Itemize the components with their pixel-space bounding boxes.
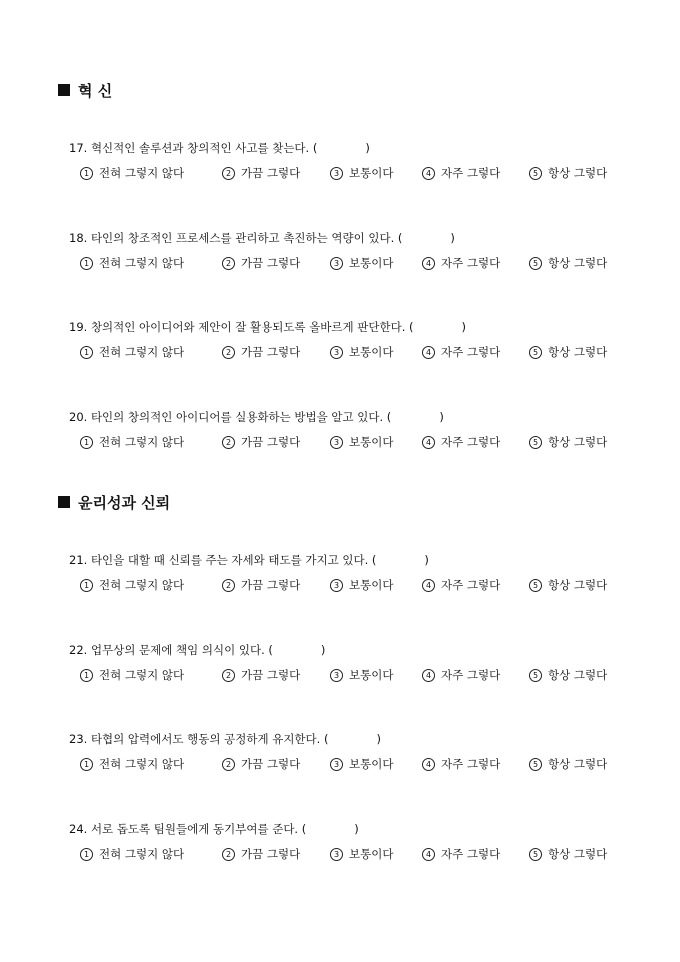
circled-number: 1 bbox=[80, 758, 93, 771]
question-number: 21. bbox=[69, 553, 88, 567]
option-label: 가끔 그렇다 bbox=[241, 757, 301, 771]
question-text: 타인의 창의적인 아이디어를 실용화하는 방법을 알고 있다. ( bbox=[90, 410, 392, 424]
question bbox=[69, 409, 444, 425]
answer-blank[interactable] bbox=[402, 232, 450, 246]
option-3[interactable] bbox=[330, 666, 393, 684]
question bbox=[69, 821, 359, 837]
option-label: 전혀 그렇지 않다 bbox=[99, 847, 185, 861]
circled-number: 2 bbox=[222, 848, 235, 861]
option-label: 가끔 그렇다 bbox=[241, 578, 301, 592]
option-2[interactable] bbox=[222, 666, 300, 684]
circled-number: 2 bbox=[222, 669, 235, 682]
option-2[interactable] bbox=[222, 755, 300, 773]
option-label: 전혀 그렇지 않다 bbox=[99, 435, 185, 449]
question-number: 20. bbox=[69, 410, 88, 424]
close-paren: ) bbox=[450, 231, 455, 245]
option-3[interactable] bbox=[330, 755, 393, 773]
option-label: 자주 그렇다 bbox=[441, 847, 501, 861]
option-label: 자주 그렇다 bbox=[441, 578, 501, 592]
option-5[interactable] bbox=[529, 845, 607, 863]
circled-number: 3 bbox=[330, 669, 343, 682]
answer-options bbox=[0, 343, 680, 361]
circled-number: 2 bbox=[222, 167, 235, 180]
option-label: 보통이다 bbox=[349, 668, 394, 682]
option-5[interactable] bbox=[529, 343, 607, 361]
option-5[interactable] bbox=[529, 755, 607, 773]
circled-number: 5 bbox=[529, 167, 542, 180]
circled-number: 1 bbox=[80, 346, 93, 359]
option-label: 전혀 그렇지 않다 bbox=[99, 668, 185, 682]
circled-number: 3 bbox=[330, 167, 343, 180]
question-text: 업무상의 문제에 책임 의식이 있다. ( bbox=[90, 643, 273, 657]
circled-number: 5 bbox=[529, 579, 542, 592]
answer-options bbox=[0, 164, 680, 182]
answer-blank[interactable] bbox=[317, 142, 365, 156]
option-label: 전혀 그렇지 않다 bbox=[99, 757, 185, 771]
circled-number: 4 bbox=[422, 579, 435, 592]
section-title bbox=[58, 80, 112, 100]
answer-options bbox=[0, 576, 680, 594]
close-paren: ) bbox=[365, 141, 370, 155]
circled-number: 4 bbox=[422, 848, 435, 861]
section-title-text: 혁 신 bbox=[78, 81, 113, 100]
circled-number: 4 bbox=[422, 346, 435, 359]
question-number: 19. bbox=[69, 320, 88, 334]
option-label: 자주 그렇다 bbox=[441, 435, 501, 449]
question-number: 24. bbox=[69, 822, 88, 836]
option-label: 항상 그렇다 bbox=[548, 757, 608, 771]
option-3[interactable] bbox=[330, 164, 393, 182]
black-square-icon bbox=[58, 496, 70, 508]
option-label: 전혀 그렇지 않다 bbox=[99, 578, 185, 592]
option-4[interactable] bbox=[422, 164, 500, 182]
black-square-icon bbox=[58, 84, 70, 96]
question-number: 17. bbox=[69, 141, 88, 155]
circled-number: 1 bbox=[80, 436, 93, 449]
answer-blank[interactable] bbox=[273, 644, 321, 658]
option-2[interactable] bbox=[222, 576, 300, 594]
option-label: 자주 그렇다 bbox=[441, 256, 501, 270]
option-label: 가끔 그렇다 bbox=[241, 256, 301, 270]
answer-options bbox=[0, 254, 680, 272]
option-1[interactable] bbox=[80, 343, 184, 361]
circled-number: 3 bbox=[330, 579, 343, 592]
circled-number: 5 bbox=[529, 257, 542, 270]
answer-options bbox=[0, 755, 680, 773]
option-label: 보통이다 bbox=[349, 435, 394, 449]
option-5[interactable] bbox=[529, 433, 607, 451]
option-5[interactable] bbox=[529, 666, 607, 684]
option-label: 보통이다 bbox=[349, 578, 394, 592]
question bbox=[69, 230, 455, 246]
option-label: 보통이다 bbox=[349, 345, 394, 359]
option-3[interactable] bbox=[330, 433, 393, 451]
close-paren: ) bbox=[461, 320, 467, 334]
option-2[interactable] bbox=[222, 433, 300, 451]
option-label: 항상 그렇다 bbox=[548, 847, 608, 861]
circled-number: 3 bbox=[330, 758, 343, 771]
option-label: 자주 그렇다 bbox=[441, 345, 501, 359]
option-label: 보통이다 bbox=[349, 166, 394, 180]
close-paren: ) bbox=[439, 410, 444, 424]
option-label: 항상 그렇다 bbox=[548, 435, 608, 449]
question bbox=[69, 552, 429, 568]
answer-blank[interactable] bbox=[376, 554, 424, 568]
section-title-text: 윤리성과 신뢰 bbox=[78, 493, 171, 512]
close-paren: ) bbox=[376, 732, 381, 746]
option-4[interactable] bbox=[422, 576, 500, 594]
circled-number: 5 bbox=[529, 436, 542, 449]
option-2[interactable] bbox=[222, 845, 300, 863]
question bbox=[69, 140, 370, 156]
circled-number: 4 bbox=[422, 669, 435, 682]
option-label: 가끔 그렇다 bbox=[241, 435, 301, 449]
circled-number: 2 bbox=[222, 579, 235, 592]
option-1[interactable] bbox=[80, 666, 184, 684]
option-5[interactable] bbox=[529, 254, 607, 272]
circled-number: 3 bbox=[330, 257, 343, 270]
question-text: 혁신적인 솔루션과 창의적인 사고를 찾는다. ( bbox=[90, 141, 318, 155]
option-4[interactable] bbox=[422, 755, 500, 773]
question-text: 창의적인 아이디어와 제안이 잘 활용되도록 올바르게 판단한다. ( bbox=[90, 320, 414, 334]
circled-number: 2 bbox=[222, 346, 235, 359]
option-4[interactable] bbox=[422, 433, 500, 451]
circled-number: 4 bbox=[422, 257, 435, 270]
answer-options bbox=[0, 433, 680, 451]
circled-number: 5 bbox=[529, 758, 542, 771]
circled-number: 3 bbox=[330, 848, 343, 861]
option-3[interactable] bbox=[330, 576, 393, 594]
question-text: 타인을 대할 때 신뢰를 주는 자세와 태도를 가지고 있다. ( bbox=[90, 553, 377, 567]
option-label: 가끔 그렇다 bbox=[241, 345, 301, 359]
circled-number: 2 bbox=[222, 436, 235, 449]
circled-number: 1 bbox=[80, 257, 93, 270]
question-text: 서로 돕도록 팀원들에게 동기부여를 준다. ( bbox=[90, 822, 307, 836]
circled-number: 5 bbox=[529, 848, 542, 861]
option-2[interactable] bbox=[222, 343, 300, 361]
option-label: 보통이다 bbox=[349, 256, 394, 270]
circled-number: 4 bbox=[422, 167, 435, 180]
circled-number: 1 bbox=[80, 848, 93, 861]
question bbox=[69, 731, 381, 747]
option-label: 자주 그렇다 bbox=[441, 757, 501, 771]
circled-number: 1 bbox=[80, 669, 93, 682]
option-label: 가끔 그렇다 bbox=[241, 847, 301, 861]
option-label: 전혀 그렇지 않다 bbox=[99, 166, 185, 180]
option-label: 항상 그렇다 bbox=[548, 578, 608, 592]
circled-number: 4 bbox=[422, 758, 435, 771]
option-1[interactable] bbox=[80, 755, 184, 773]
option-label: 가끔 그렇다 bbox=[241, 166, 301, 180]
close-paren: ) bbox=[354, 822, 359, 836]
option-label: 항상 그렇다 bbox=[548, 166, 608, 180]
question bbox=[69, 642, 325, 658]
option-5[interactable] bbox=[529, 164, 607, 182]
close-paren: ) bbox=[424, 553, 429, 567]
answer-blank[interactable] bbox=[414, 321, 462, 335]
option-label: 보통이다 bbox=[349, 847, 394, 861]
option-1[interactable] bbox=[80, 254, 184, 272]
question-number: 22. bbox=[69, 643, 88, 657]
circled-number: 1 bbox=[80, 579, 93, 592]
option-label: 전혀 그렇지 않다 bbox=[99, 345, 185, 359]
circled-number: 2 bbox=[222, 257, 235, 270]
option-3[interactable] bbox=[330, 254, 393, 272]
option-label: 자주 그렇다 bbox=[441, 166, 501, 180]
option-3[interactable] bbox=[330, 845, 393, 863]
option-label: 항상 그렇다 bbox=[548, 668, 608, 682]
option-label: 보통이다 bbox=[349, 757, 394, 771]
option-label: 전혀 그렇지 않다 bbox=[99, 256, 185, 270]
option-3[interactable] bbox=[330, 343, 393, 361]
answer-options bbox=[0, 845, 680, 863]
option-1[interactable] bbox=[80, 845, 184, 863]
option-label: 항상 그렇다 bbox=[548, 256, 608, 270]
question-number: 23. bbox=[69, 732, 88, 746]
option-2[interactable] bbox=[222, 164, 300, 182]
circled-number: 2 bbox=[222, 758, 235, 771]
option-4[interactable] bbox=[422, 343, 500, 361]
option-1[interactable] bbox=[80, 576, 184, 594]
option-4[interactable] bbox=[422, 666, 500, 684]
option-4[interactable] bbox=[422, 254, 500, 272]
circled-number: 5 bbox=[529, 346, 542, 359]
option-5[interactable] bbox=[529, 576, 607, 594]
close-paren: ) bbox=[320, 643, 326, 657]
option-1[interactable] bbox=[80, 433, 184, 451]
question-text: 타인의 창조적인 프로세스를 관리하고 촉진하는 역량이 있다. ( bbox=[90, 231, 403, 245]
circled-number: 5 bbox=[529, 669, 542, 682]
option-label: 가끔 그렇다 bbox=[241, 668, 301, 682]
option-1[interactable] bbox=[80, 164, 184, 182]
option-label: 자주 그렇다 bbox=[441, 668, 501, 682]
circled-number: 3 bbox=[330, 436, 343, 449]
section-title bbox=[58, 492, 170, 512]
option-label: 항상 그렇다 bbox=[548, 345, 608, 359]
answer-blank[interactable] bbox=[306, 823, 354, 837]
question-number: 18. bbox=[69, 231, 88, 245]
question-text: 타협의 압력에서도 행동의 공정하게 유지한다. ( bbox=[90, 732, 329, 746]
option-2[interactable] bbox=[222, 254, 300, 272]
circled-number: 1 bbox=[80, 167, 93, 180]
answer-blank[interactable] bbox=[328, 733, 376, 747]
answer-blank[interactable] bbox=[391, 411, 439, 425]
answer-options bbox=[0, 666, 680, 684]
circled-number: 4 bbox=[422, 436, 435, 449]
question bbox=[69, 319, 466, 335]
option-4[interactable] bbox=[422, 845, 500, 863]
circled-number: 3 bbox=[330, 346, 343, 359]
